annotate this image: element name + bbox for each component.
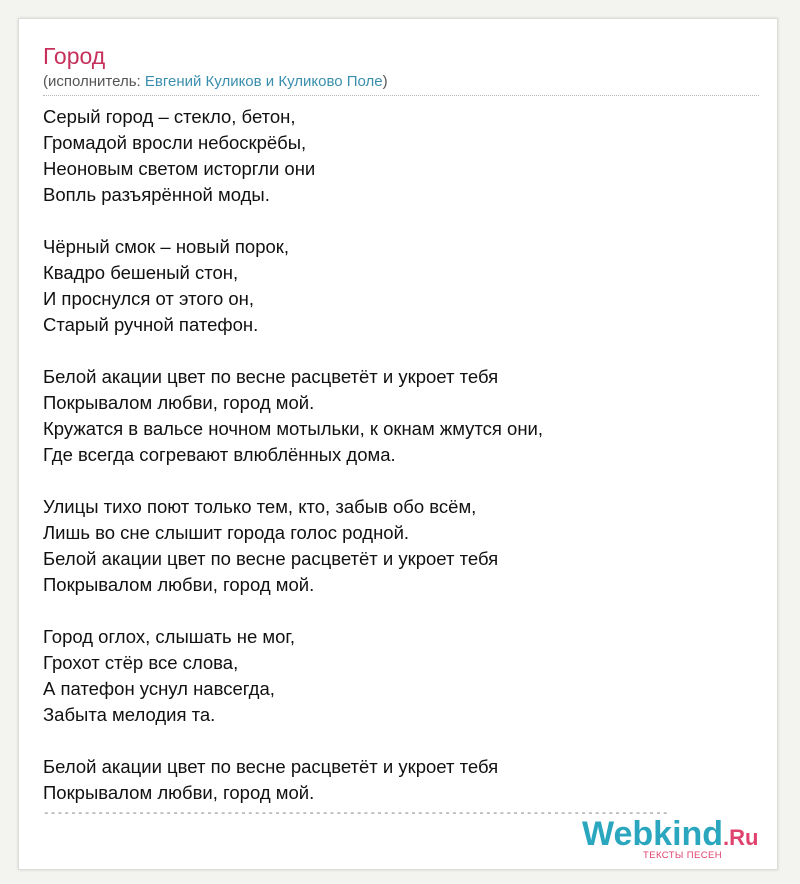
- lyric-line: Белой акации цвет по весне расцветёт и укроет тебя: [43, 756, 499, 777]
- logo-suffix-text: .Ru: [723, 825, 759, 850]
- lyric-line: И проснулся от этого он,: [43, 288, 255, 309]
- lyric-line: А патефон уснул навсегда,: [43, 678, 275, 699]
- stanza: [43, 104, 763, 208]
- header-divider: [43, 95, 759, 96]
- lyric-line: Неоновым светом исторгли они: [43, 158, 316, 179]
- lyric-line: Кружатся в вальсе ночном мотыльки, к окнам жмутся они,: [43, 418, 544, 439]
- lyric-line: Серый город – стекло, бетон,: [43, 106, 296, 127]
- logo-tagline: ТЕКСТЫ ПЕСЕН: [643, 850, 722, 861]
- lyrics-body: [43, 104, 763, 806]
- stanza: [43, 364, 763, 468]
- footer-dashes: --------------------------------------------------------------------------------------------: [43, 808, 669, 820]
- lyric-line: Где всегда согревают влюблённых дома.: [43, 444, 396, 465]
- performer-line: [43, 73, 388, 91]
- performer-suffix: ): [382, 73, 388, 90]
- stanza: [43, 754, 763, 806]
- artist-link[interactable]: Евгений Куликов и Куликово Поле: [144, 73, 383, 90]
- lyric-line: Лишь во сне слышит города голос родной.: [43, 522, 410, 543]
- lyric-line: Белой акации цвет по весне расцветёт и укроет тебя: [43, 366, 499, 387]
- lyric-line: Покрывалом любви, город мой.: [43, 574, 315, 595]
- lyric-line: Чёрный смок – новый порок,: [43, 236, 290, 257]
- lyric-line: Улицы тихо поют только тем, кто, забыв обо всём,: [43, 496, 477, 517]
- logo-main-text: Webkind: [582, 815, 724, 853]
- lyric-line: Покрывалом любви, город мой.: [43, 392, 315, 413]
- stanza: [43, 624, 763, 728]
- lyric-line: Город оглох, слышать не мог,: [43, 626, 296, 647]
- stanza: [43, 494, 763, 598]
- lyric-line: Квадро бешеный стон,: [43, 262, 239, 283]
- lyric-line: Забыта мелодия та.: [43, 704, 216, 725]
- lyric-line: Белой акации цвет по весне расцветёт и укроет тебя: [43, 548, 499, 569]
- lyric-line: Громадой вросли небоскрёбы,: [43, 132, 307, 153]
- lyric-line: Покрывалом любви, город мой.: [43, 782, 315, 803]
- lyric-line: Вопль разъярённой моды.: [43, 184, 270, 205]
- stanza: [43, 234, 763, 338]
- song-title: Город: [43, 43, 106, 69]
- lyric-line: Грохот стёр все слова,: [43, 652, 239, 673]
- lyric-line: Старый ручной патефон.: [43, 314, 259, 335]
- performer-prefix: (исполнитель:: [43, 73, 145, 90]
